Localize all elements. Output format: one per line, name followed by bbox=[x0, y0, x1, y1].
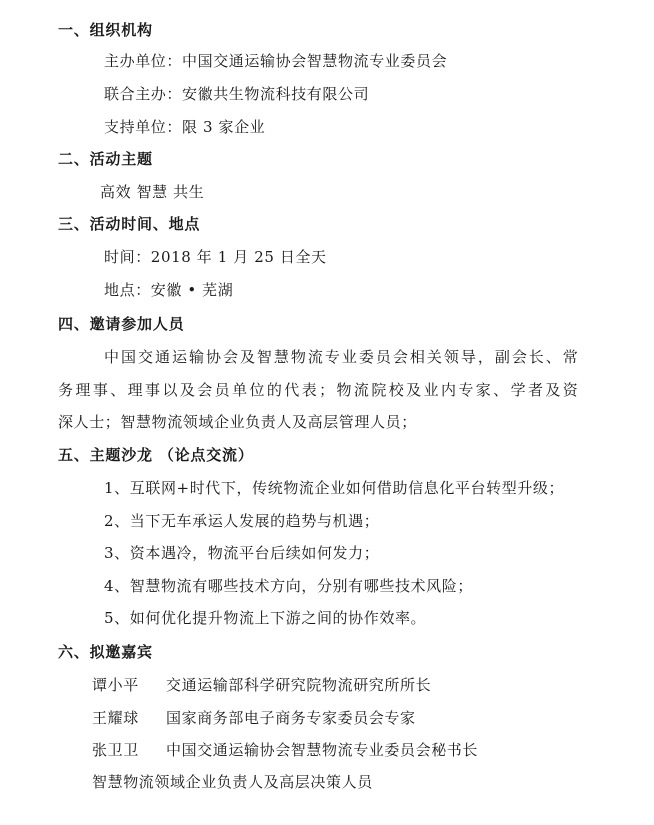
org-cohost: 联合主办：安徽共生物流科技有限公司 bbox=[104, 85, 370, 103]
guests-closing: 智慧物流领域企业负责人及高层决策人员 bbox=[92, 773, 373, 791]
salon-item: 1、互联网+时代下，传统物流企业如何借助信息化平台转型升级； bbox=[104, 479, 565, 497]
org-support: 支持单位：限 3 家企业 bbox=[104, 118, 266, 136]
theme-text: 高效 智慧 共生 bbox=[100, 183, 205, 201]
guest-title: 国家商务部电子商务专家委员会专家 bbox=[166, 709, 416, 727]
salon-item: 3、资本遇冷，物流平台后续如何发力； bbox=[104, 544, 380, 562]
guest-row bbox=[92, 708, 416, 728]
guest-row bbox=[92, 675, 431, 695]
org-host: 主办单位：中国交通运输协会智慧物流专业委员会 bbox=[104, 52, 448, 70]
section-heading-org: 一、组织机构 bbox=[58, 21, 153, 39]
section-heading-guests: 六、拟邀嘉宾 bbox=[58, 643, 153, 661]
guest-row bbox=[92, 740, 478, 760]
event-place: 地点：安徽 • 芜湖 bbox=[104, 281, 234, 299]
section-heading-time-place: 三、活动时间、地点 bbox=[58, 215, 201, 233]
section-heading-theme: 二、活动主题 bbox=[58, 150, 153, 168]
guest-name: 谭小平 bbox=[92, 676, 139, 694]
salon-item: 5、如何优化提升物流上下游之间的协作效率。 bbox=[104, 609, 427, 627]
invitees-line-3: 深人士；智慧物流领域企业负责人及高层管理人员； bbox=[58, 413, 417, 431]
salon-item: 2、当下无车承运人发展的趋势与机遇； bbox=[104, 512, 380, 530]
invitees-line-2: 务理事、理事以及会员单位的代表；物流院校及业内专家、学者及资 bbox=[58, 381, 578, 399]
guest-name: 张卫卫 bbox=[92, 741, 139, 759]
event-time: 时间：2018 年 1 月 25 日全天 bbox=[104, 248, 327, 266]
guest-title: 中国交通运输协会智慧物流专业委员会秘书长 bbox=[166, 741, 479, 759]
section-heading-salon: 五、主题沙龙 （论点交流） bbox=[58, 446, 254, 464]
salon-item: 4、智慧物流有哪些技术方向，分别有哪些技术风险； bbox=[104, 577, 473, 595]
guest-name: 王耀球 bbox=[92, 709, 139, 727]
guest-title: 交通运输部科学研究院物流研究所所长 bbox=[166, 676, 432, 694]
section-heading-invitees: 四、邀请参加人员 bbox=[58, 315, 185, 333]
invitees-line-1: 中国交通运输协会及智慧物流专业委员会相关领导，副会长、常 bbox=[104, 348, 578, 366]
